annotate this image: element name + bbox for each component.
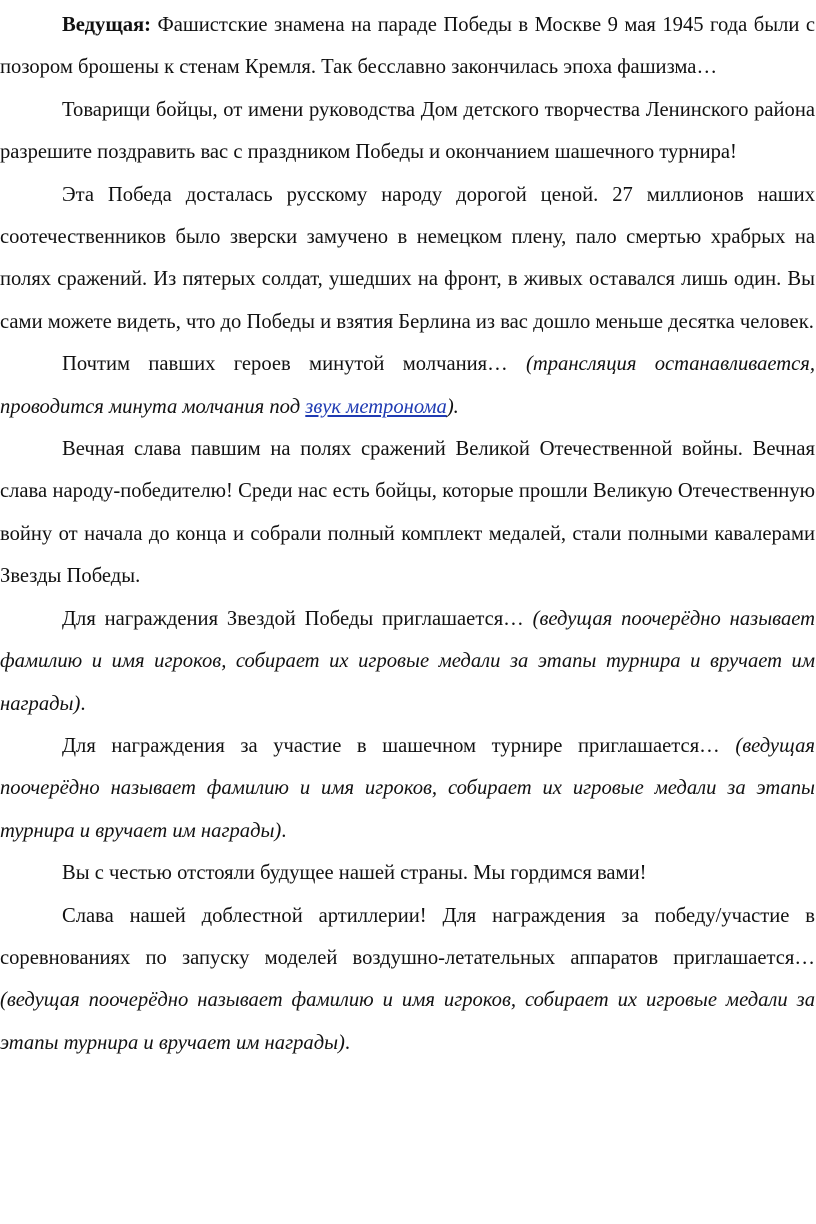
speaker-label: Ведущая: bbox=[62, 14, 152, 36]
stage-direction: (ведущая поочерёдно называет фамилию и имя игроков, собирает их игровые медали за этапы турнира и вручает им награды) bbox=[0, 734, 815, 842]
paragraph-3 bbox=[0, 174, 815, 344]
paragraph-text: Эта Победа досталась русскому народу дорогой ценой. 27 миллионов наших соотечественников было зверски замучено в немецком плену, пало смертью храбрых на полях сражений. Из пятерых солдат, ушедших на фронт, в живых оставался лишь один. Вы сами можете видеть, что до Победы и взятия Берлина из вас дошло меньше десятка человек. bbox=[0, 183, 815, 333]
paragraph-text: Вы с честью отстояли будущее нашей страны. Мы гордимся вами! bbox=[62, 862, 647, 885]
paragraph-text: Фашистские знамена на параде Победы в Москве 9 мая 1945 года были с позором брошены к стенам Кремля. Так бесславно закончилась эпоха фашизма… bbox=[0, 14, 815, 79]
paragraph-8 bbox=[0, 852, 815, 894]
paragraph-7 bbox=[0, 725, 815, 852]
paragraph-text: Почтим павших героев минутой молчания… bbox=[62, 353, 526, 376]
paragraph-1 bbox=[0, 4, 815, 89]
paragraph-text: Для награждения Звездой Победы приглашается… bbox=[62, 607, 533, 630]
paragraph-end: . bbox=[281, 819, 287, 842]
paragraph-5 bbox=[0, 428, 815, 598]
stage-direction: (ведущая поочерёдно называет фамилию и имя игроков, собирает их игровые медали за этапы турнира и вручает им награды) bbox=[0, 607, 815, 715]
stage-direction: (трансляция останавливается, проводится минута молчания под bbox=[0, 353, 815, 418]
paragraph-text: Вечная слава павшим на полях сражений Великой Отечественной войны. Вечная слава народу-победителю! Среди нас есть бойцы, которые прошли Великую Отечественную войну от начала до конца и собрали полный комплект медалей, стали полными кавалерами Звезды Победы. bbox=[0, 438, 815, 588]
paragraph-text: Слава нашей доблестной артиллерии! Для награждения за победу/участие в соревнованиях по запуску моделей воздушно-летательных аппаратов приглашается… bbox=[0, 904, 815, 969]
paragraph-end: . bbox=[80, 692, 86, 715]
stage-direction: (ведущая поочерёдно называет фамилию и имя игроков, собирает их игровые медали за этапы турнира и вручает им награды) bbox=[0, 989, 815, 1054]
paragraph-end: . bbox=[344, 1031, 351, 1054]
paragraph-2 bbox=[0, 89, 815, 174]
paragraph-6 bbox=[0, 598, 815, 725]
paragraph-4 bbox=[0, 343, 815, 428]
paragraph-9 bbox=[0, 895, 815, 1065]
metronome-sound-link[interactable]: звук метронома bbox=[305, 395, 447, 418]
stage-direction-end: ). bbox=[446, 395, 459, 418]
paragraph-text: Товарищи бойцы, от имени руководства Дом детского творчества Ленинского района разрешите поздравить вас с праздником Победы и окончанием шашечного турнира! bbox=[0, 98, 815, 164]
paragraph-text: Для награждения за участие в шашечном турнире приглашается… bbox=[62, 734, 736, 757]
